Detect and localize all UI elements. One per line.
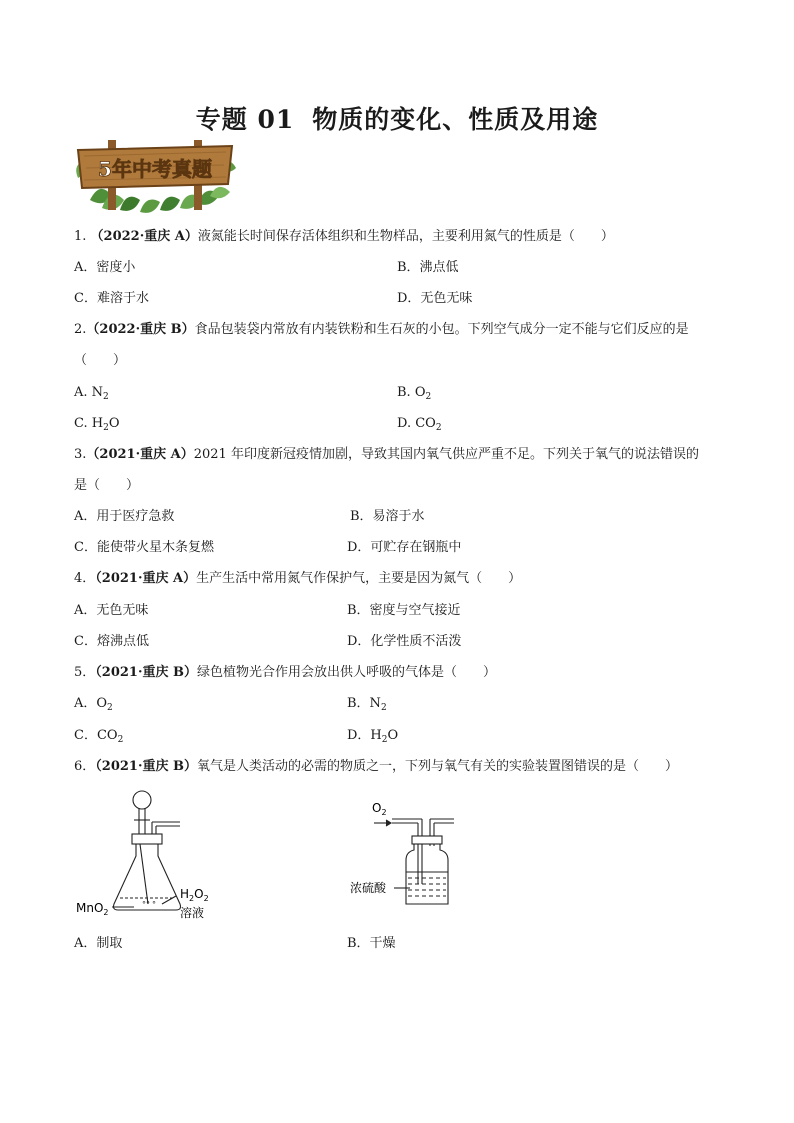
- question-text: 绿色植物光合作用会放出供人呼吸的气体是（ ）: [197, 665, 497, 680]
- page-title: [0, 100, 794, 136]
- label-solution: 溶液: [180, 906, 205, 920]
- option-b: B．$N_2$: [347, 696, 387, 713]
- banner-text: 5年中考真题: [98, 157, 212, 181]
- question-6: [74, 758, 678, 776]
- question-number: 4．: [74, 571, 96, 586]
- option-d: D．无色无味: [397, 291, 473, 306]
- option-b: B．易溶于水: [350, 509, 425, 524]
- option-c: C．难溶于水: [74, 291, 149, 306]
- option-b: B．密度与空气接近: [347, 603, 461, 618]
- question-source-tag: （2021·重庆 B）: [95, 665, 198, 680]
- question-2: [74, 321, 689, 339]
- question-5: [74, 664, 496, 682]
- question-number: 2.: [74, 322, 87, 337]
- option-b: B. $O_2$: [397, 385, 432, 402]
- question-text: 2021 年印度新冠疫情加剧，导致其国内氧气供应严重不足。下列关于氧气的说法错误的: [193, 447, 699, 462]
- question-3: [74, 446, 699, 464]
- question-text: 食品包装袋内常放有内装铁粉和生石灰的小包。下列空气成分一定不能与它们反应的是: [194, 322, 689, 337]
- question-source-tag: （2021·重庆 B）: [95, 759, 198, 774]
- wooden-sign-banner: [70, 138, 240, 220]
- option-d: D．化学性质不活泼: [347, 634, 462, 649]
- option-c: C．熔沸点低: [74, 634, 149, 649]
- option-a: A. $N_2$: [74, 385, 109, 402]
- option-a: A．$O_2$: [74, 696, 113, 713]
- question-source-tag: （2021·重庆 A）: [86, 447, 194, 462]
- question-number: 5．: [74, 665, 96, 680]
- option-c: C. $H_2O$: [74, 416, 120, 433]
- option-b: B．沸点低: [397, 260, 459, 275]
- figure-oxygen-drying: [350, 796, 470, 914]
- question-3-continued: 是（ ）: [74, 478, 140, 493]
- question-source-tag: （2021·重庆 A）: [95, 571, 197, 586]
- option-d: D. $CO_2$: [397, 416, 442, 433]
- label-o2: $O_2$: [372, 801, 387, 817]
- question-number: 6．: [74, 759, 96, 774]
- question-1: [74, 228, 614, 246]
- question-2-continued: （ ）: [74, 353, 127, 368]
- option-d: D．$H_2O$: [347, 728, 399, 745]
- question-source-tag: （2022·重庆 A）: [90, 229, 198, 244]
- title-main: 专题 01: [195, 105, 295, 134]
- question-4: [74, 570, 521, 588]
- label-mno2: MnO$_2$: [76, 901, 109, 917]
- label-conc-sulfuric-acid: 浓硫酸: [350, 881, 387, 895]
- option-c: C．能使带火星木条复燃: [74, 540, 214, 555]
- option-a: A．密度小: [74, 260, 136, 275]
- question-source-tag: （2022·重庆 B）: [86, 322, 195, 337]
- option-b: B．干燥: [347, 936, 396, 951]
- title-sub: 物质的变化、性质及用途: [312, 105, 599, 134]
- question-number: 3.: [74, 447, 87, 462]
- question-text: 氧气是人类活动的必需的物质之一，下列与氧气有关的实验装置图错误的是（ ）: [197, 759, 679, 774]
- funnel-bulb-icon: [133, 791, 151, 809]
- option-a: A．制取: [74, 936, 123, 951]
- question-text: 生产生活中常用氮气作保护气，主要是因为氮气（ ）: [196, 571, 522, 586]
- figure-oxygen-generation: [72, 786, 232, 926]
- option-d: D．可贮存在钢瓶中: [347, 540, 462, 555]
- option-a: A．无色无味: [74, 603, 149, 618]
- svg-text:°°: °°: [142, 900, 150, 909]
- svg-text:°: °: [152, 900, 156, 909]
- option-c: C．$CO_2$: [74, 728, 124, 745]
- question-number: 1.: [74, 229, 87, 244]
- label-h2o2: $H_2O_2$: [180, 887, 209, 903]
- question-text: 液氮能长时间保存活体组织和生物样品，主要利用氮气的性质是（ ）: [197, 229, 614, 244]
- option-a: A．用于医疗急救: [74, 509, 175, 524]
